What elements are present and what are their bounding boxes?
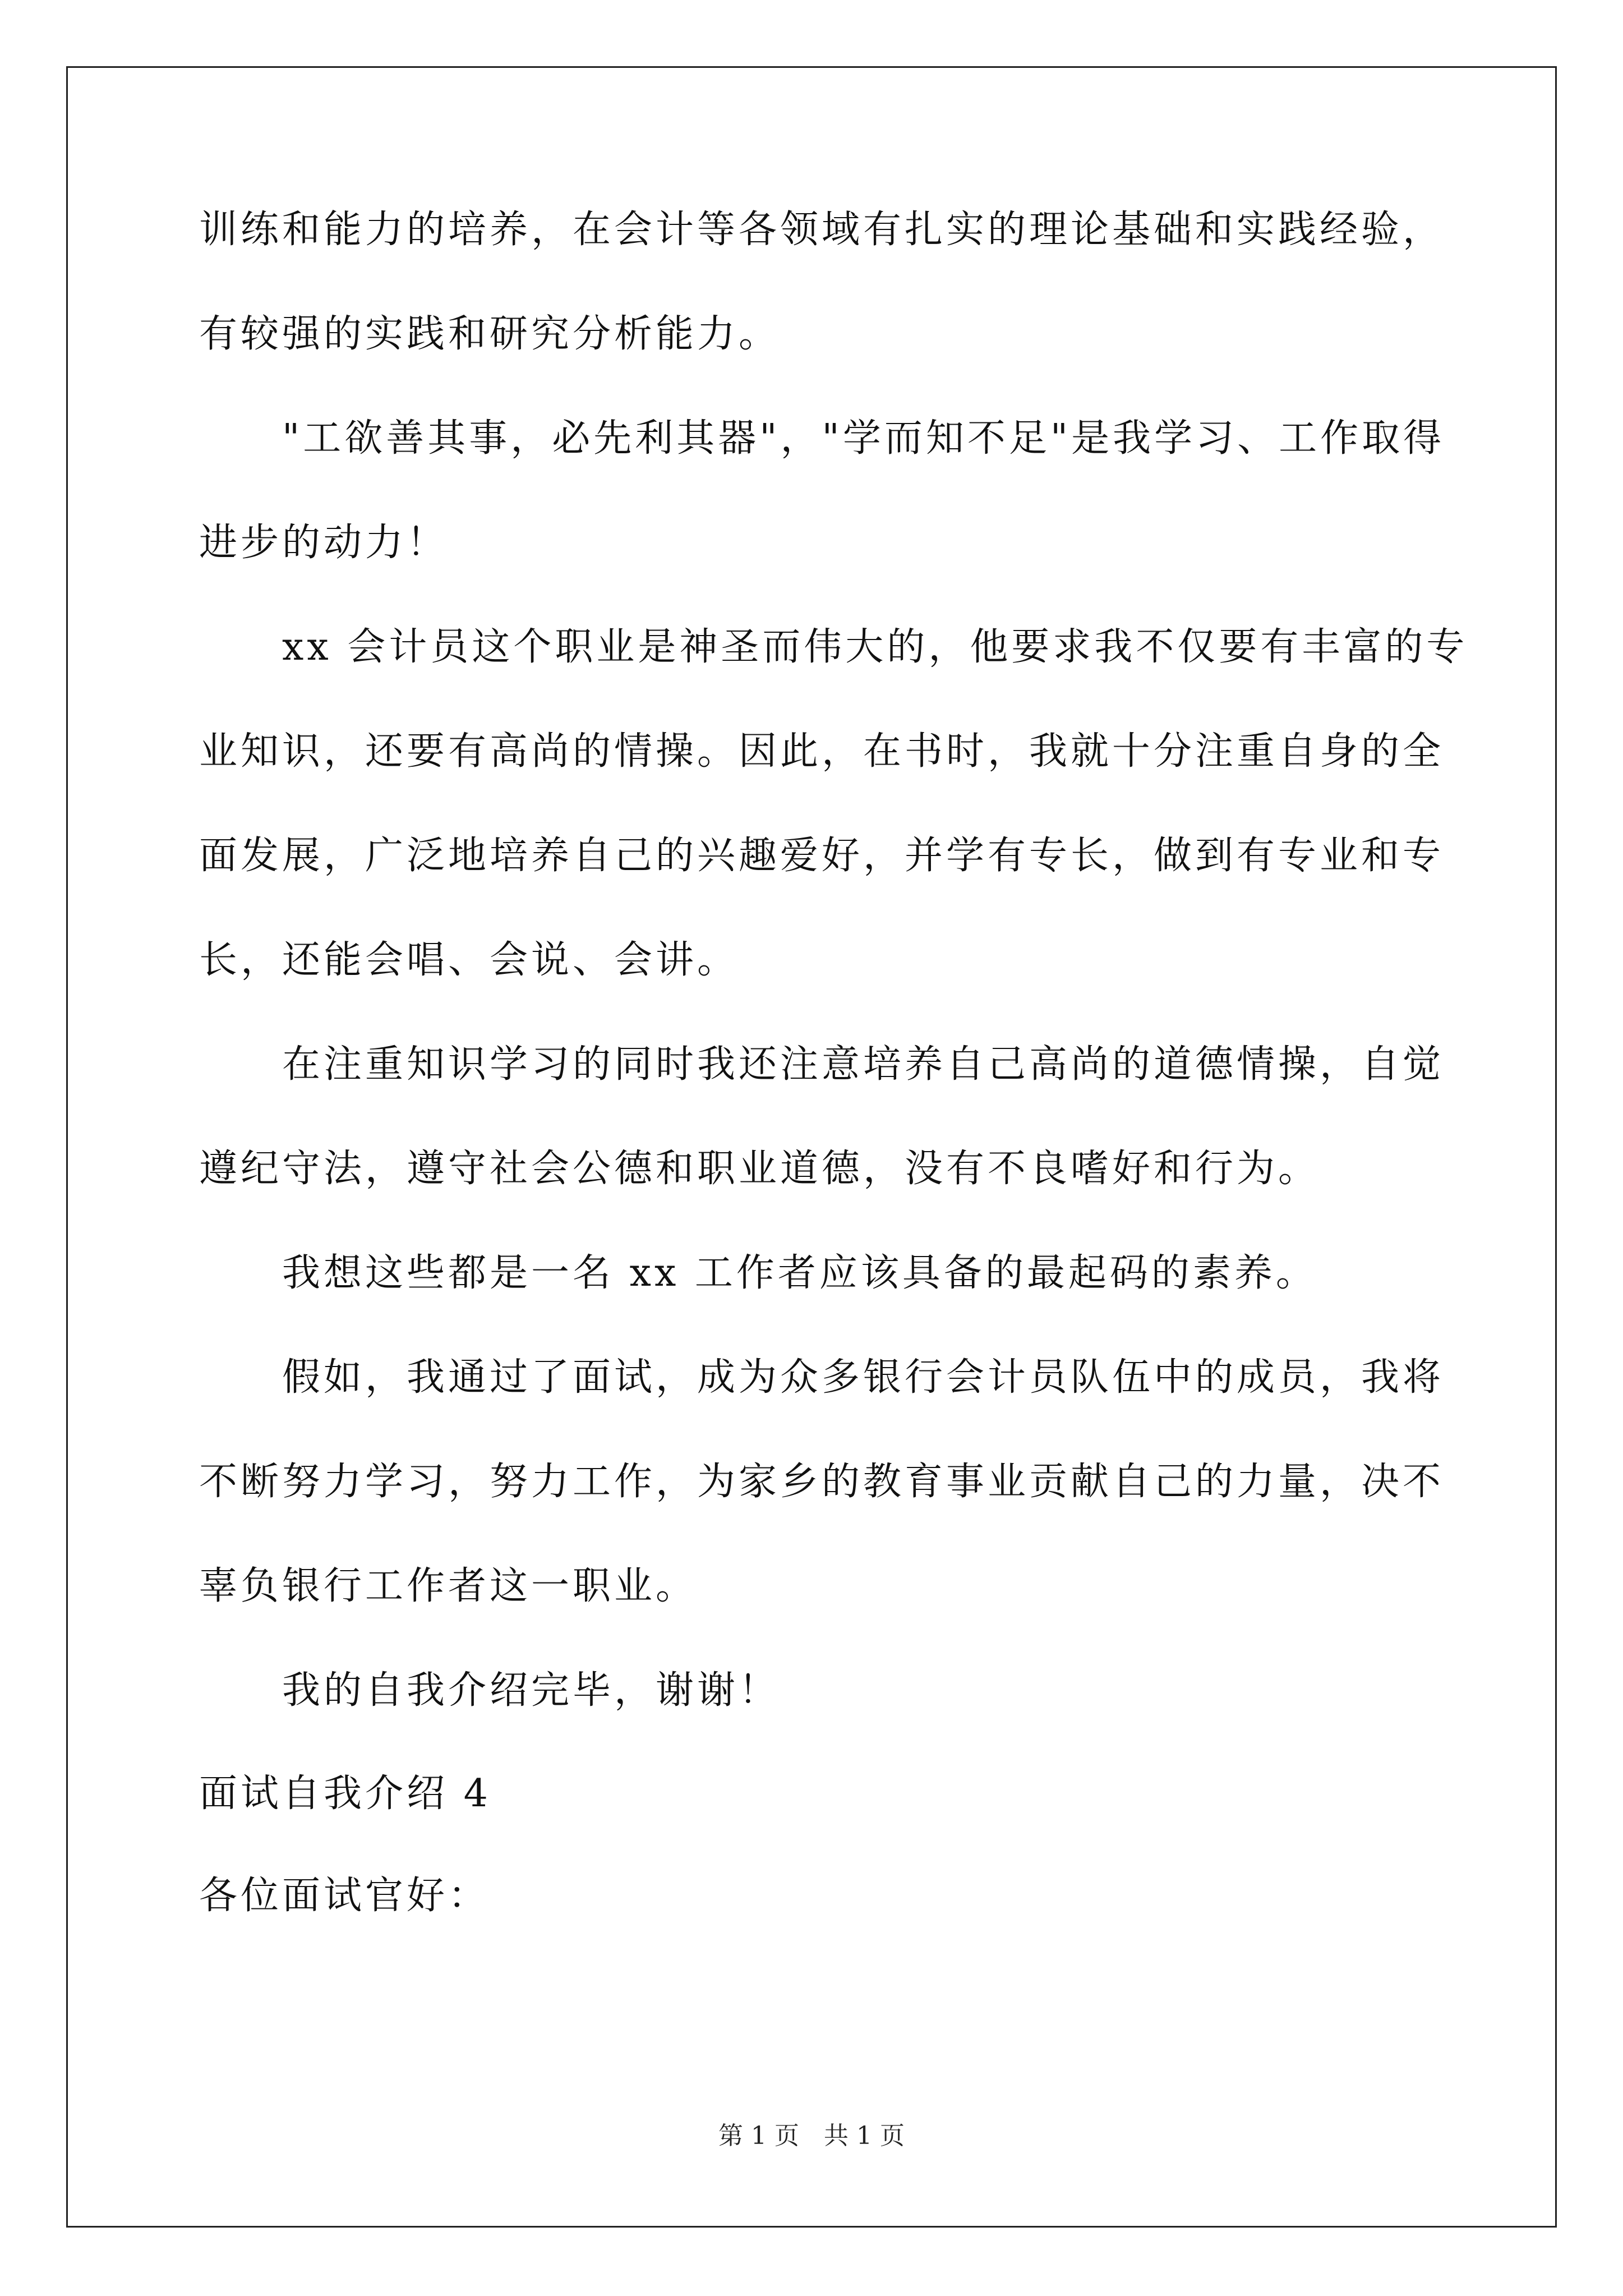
text-line: 训练和能力的培养，在会计等各领域有扎实的理论基础和实践经验，	[199, 208, 1445, 252]
section-heading: 面试自我介绍 4	[199, 1772, 491, 1816]
text-line: 在注重知识学习的同时我还注意培养自己高尚的道德情操，自觉	[282, 1042, 1445, 1087]
text-line: 面发展，广泛地培养自己的兴趣爱好，并学有专长，做到有专业和专	[199, 834, 1445, 878]
greeting-line: 各位面试官好：	[199, 1874, 490, 1918]
text-line: 业知识，还要有高尚的情操。因此，在书时，我就十分注重自身的全	[199, 729, 1445, 774]
text-line: 假如，我通过了面试，成为众多银行会计员队伍中的成员，我将	[282, 1355, 1445, 1400]
text-line: 我想这些都是一名 xx 工作者应该具备的最起码的素养。	[282, 1251, 1317, 1295]
text-line: "工欲善其事，必先利其器"，"学而知不足"是我学习、工作取得	[282, 416, 1445, 461]
text-line: 我的自我介绍完毕，谢谢！	[282, 1668, 781, 1713]
text-line: 进步的动力！	[199, 521, 449, 565]
text-line: 不断努力学习，努力工作，为家乡的教育事业贡献自己的力量，决不	[199, 1460, 1445, 1504]
text-line: 长，还能会唱、会说、会讲。	[199, 938, 739, 982]
text-line: 有较强的实践和研究分析能力。	[199, 312, 781, 356]
text-line: 遵纪守法，遵守社会公德和职业道德，没有不良嗜好和行为。	[199, 1147, 1320, 1191]
text-line: 辜负银行工作者这一职业。	[199, 1564, 698, 1608]
page-number: 第 1 页 共 1 页	[718, 2122, 905, 2150]
text-line: xx 会计员这个职业是神圣而伟大的，他要求我不仅要有丰富的专	[282, 625, 1468, 669]
